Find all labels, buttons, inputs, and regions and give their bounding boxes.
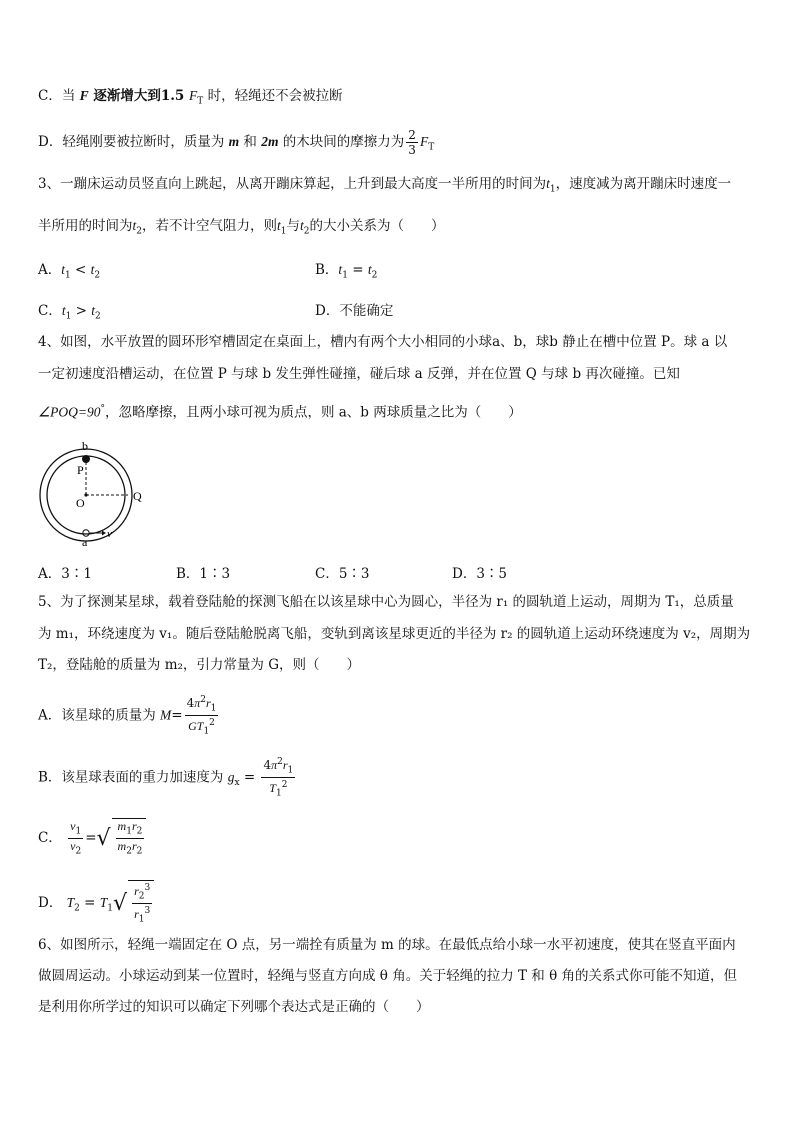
q6-stem-line2: 做圆周运动。小球运动到某一位置时，轻绳与竖直方向成 θ 角。关于轻绳的拉力 T 和 θ 角的关系式你可能不知道，但 xyxy=(38,968,738,984)
q2-option-c xyxy=(38,86,343,112)
var-t: t xyxy=(132,218,137,233)
var-t: t xyxy=(91,303,96,318)
q5-stem-line2: 为 m₁，环绕速度为 v₁。随后登陆舱脱离飞船，变轨到离该星球更近的半径为 r₂ 的圆轨道上运动环绕速度为 v₂，周期为 xyxy=(38,626,751,642)
var-2m: 2m xyxy=(261,134,279,149)
q2-option-d xyxy=(38,128,434,158)
formula-gravity xyxy=(261,755,295,801)
sub-2: 2 xyxy=(94,270,101,281)
q4-text: ，忽略摩擦，且两小球可视为质点，则 a、b 两球质量之比为（ ） xyxy=(104,404,522,421)
q5-option-c: C． $\frac{v_1}{v_2}$ =√ $\frac{m_1r_2}{m_2r_2}$ xyxy=(38,818,146,859)
mass-radius-ratio xyxy=(116,819,145,859)
sub-T: T xyxy=(197,96,204,107)
q5-option-a: A．该星球的质量为 M= $\frac{4\pi^2r_1}{GT_1^2}$ xyxy=(38,695,217,737)
q5-stem-line1: 5、为了探测某星球，载着登陆舱的探测飞船在以该星球中心为圆心，半径为 r₁ 的圆轨道上运动，周期为 T₁，总质量 xyxy=(38,594,734,610)
sub-1: 1 xyxy=(65,311,72,322)
q3-text: ，若不计空气阻力，则 xyxy=(142,218,277,234)
q3-option-a xyxy=(38,258,100,281)
var-t: t xyxy=(546,176,550,191)
angle-value: 90 xyxy=(86,404,101,420)
sub-2: 2 xyxy=(95,311,101,322)
q2-optc-text-a: C．当 xyxy=(38,88,80,104)
velocity-ratio xyxy=(68,819,83,859)
ring-groove-figure xyxy=(38,440,158,552)
q2-optd-text-a: D．轻绳刚要被拉断时，质量为 xyxy=(38,134,229,150)
var-F: F xyxy=(79,88,89,103)
var-t: t xyxy=(277,218,281,233)
frac-num: $r_2^3$ xyxy=(132,881,152,904)
option-label: B．该星球表面的重力加速度为 xyxy=(38,769,224,786)
q4-option-d: D．3∶5 xyxy=(452,566,508,582)
sub-1: 1 xyxy=(549,184,556,195)
label-v: v xyxy=(107,528,112,540)
frac-num: $v_1$ xyxy=(68,819,83,839)
radius-ratio xyxy=(132,881,152,927)
label-O: O xyxy=(76,496,85,510)
frac-num: 2 xyxy=(408,128,416,142)
ball-b xyxy=(82,455,90,463)
q4-option-b: B．1∶3 xyxy=(176,566,231,582)
var-F: F xyxy=(419,134,429,149)
label-Q: Q xyxy=(133,489,142,503)
option-label: D． xyxy=(38,894,63,911)
q2-optc-text-b: 逐渐增大到1.5 xyxy=(88,88,190,104)
sqrt-sign: √ xyxy=(96,825,111,851)
q5-stem-line3: T₂，登陆舱的质量为 m₂，引力常量为 G，则（ ） xyxy=(38,657,360,673)
center-point xyxy=(84,493,87,496)
option-label: A．该星球的质量为 xyxy=(38,707,156,724)
var-T2: T xyxy=(66,894,75,910)
q4-stem-line3 xyxy=(38,399,522,423)
degree-sign: ° xyxy=(100,404,105,414)
q4-option-c: C．5∶3 xyxy=(315,566,370,582)
frac-den: $GT_1^2$ xyxy=(188,718,215,737)
frac-den: $T_1^2$ xyxy=(269,780,288,799)
q6-stem-line3: 是利用你所学过的知识可以确定下列哪个表达式是正确的（ ） xyxy=(38,999,430,1015)
frac-den: $m_2r_2$ xyxy=(117,839,143,857)
frac-num: $4\pi^2r_1$ xyxy=(261,755,295,778)
relation: > xyxy=(71,303,92,319)
q5-option-d: D． $T_2 = T_1√$ $\frac{r_2^3}{r_1^3}$ xyxy=(38,880,154,927)
label-b: b xyxy=(82,440,88,453)
frac-num: $m_1r_2$ xyxy=(116,819,145,839)
frac-num: $4\pi^2r_1$ xyxy=(185,693,219,716)
q2-optd-text-b: 和 xyxy=(239,134,262,150)
var-FT: F xyxy=(189,88,198,103)
q4-stem-line2: 一定初速度沿槽运动，在位置 P 与球 b 发生弹性碰撞，碰后球 a 反弹，并在位置 Q 与球 b 再次碰撞。已知 xyxy=(38,366,680,382)
q3-text: ，速度减为离开蹦床时速度一 xyxy=(555,176,732,192)
q3-option-c xyxy=(38,299,101,322)
q3-option-b xyxy=(315,258,377,281)
q3-text: 3、一蹦床运动员竖直向上跳起，从离开蹦床算起，上升到最大高度一半所用的时间为 xyxy=(38,176,547,192)
sub-2: 2 xyxy=(303,226,310,237)
q3-text: 的大小关系为（ ） xyxy=(309,218,445,234)
sub-T: T xyxy=(428,142,435,153)
option-label: C． xyxy=(38,829,62,846)
q5-option-b: B．该星球表面的重力加速度为 $g_x$ = $\frac{4\pi^2r_1}{T_1^2}$ xyxy=(38,757,294,799)
q3-stem-line1 xyxy=(38,174,731,200)
q6-stem-line1: 6、如图所示，轻绳一端固定在 O 点，另一端拴有质量为 m 的球。在最低点给小球一水平初速度，使其在竖直平面内 xyxy=(38,937,736,953)
relation: = xyxy=(347,262,368,278)
sqrt-body xyxy=(112,818,147,859)
q4-option-a: A．3∶1 xyxy=(38,566,92,582)
option-label: C． xyxy=(38,303,62,319)
q3-text: 与 xyxy=(286,218,300,234)
option-label: B． xyxy=(315,262,339,278)
var-t: t xyxy=(367,262,372,277)
relation: < xyxy=(70,262,91,278)
var-t: t xyxy=(300,218,304,233)
arrow-head xyxy=(102,531,106,536)
sub-1: 1 xyxy=(342,270,348,281)
sub-1: 1 xyxy=(65,270,71,281)
q2-optc-text-c: 时，轻绳还不会被拉断 xyxy=(203,88,343,104)
option-label: A． xyxy=(38,262,62,278)
sub-2: 2 xyxy=(371,270,378,281)
q3-text: 半所用的时间为 xyxy=(38,218,133,234)
sqrt-sign: √ xyxy=(113,890,128,916)
var-t: t xyxy=(90,262,95,277)
var-g: g xyxy=(227,769,235,785)
sub-2: 2 xyxy=(136,226,142,237)
label-a: a xyxy=(82,535,88,549)
q3-stem-line2 xyxy=(38,216,445,242)
var-m: m xyxy=(228,134,240,149)
q3-option-d: D．不能确定 xyxy=(315,303,394,319)
var-M: M xyxy=(160,707,172,723)
formula-mass xyxy=(185,693,219,739)
frac-den: 3 xyxy=(408,143,416,157)
frac-den: $r_1^3$ xyxy=(134,906,151,925)
sub-1: 1 xyxy=(280,226,287,237)
q2-optd-text-c: 的木块间的摩擦力为 xyxy=(278,134,405,150)
sqrt-body xyxy=(128,880,154,927)
var-t: t xyxy=(61,303,66,318)
angle-POQ: ∠POQ= xyxy=(38,404,87,420)
frac-den: $v_2$ xyxy=(70,838,82,857)
fraction-two-thirds xyxy=(406,128,418,157)
var-t: t xyxy=(61,262,66,277)
label-P: P xyxy=(77,463,84,477)
var-t: t xyxy=(338,262,343,277)
q4-stem-line1: 4、如图，水平放置的圆环形窄槽固定在桌面上，槽内有两个大小相同的小球a、b，球b 静止在槽中位置 P。球 a 以 xyxy=(38,334,728,350)
